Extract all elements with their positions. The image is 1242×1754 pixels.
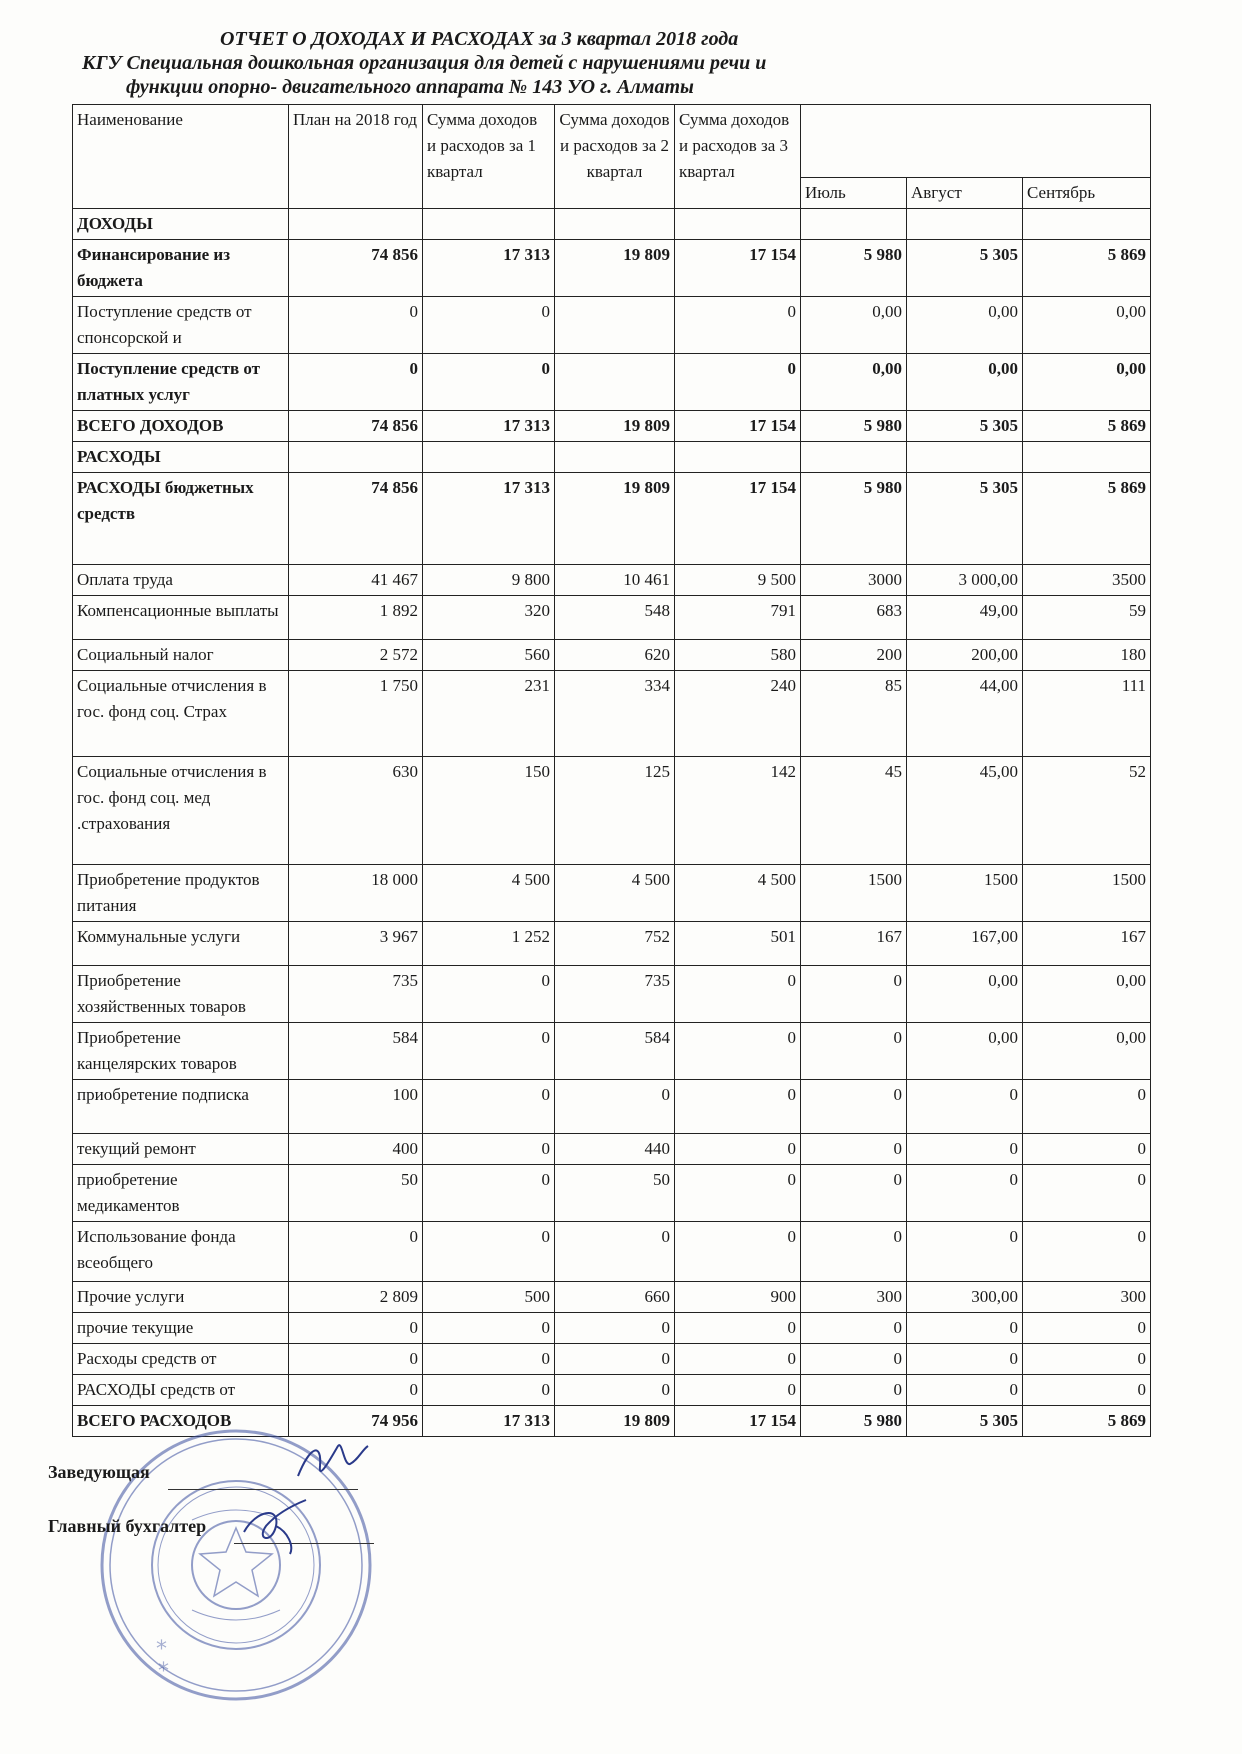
row-value: 0 xyxy=(675,1313,801,1344)
row-value xyxy=(675,209,801,240)
row-value: 0 xyxy=(555,1313,675,1344)
row-value: 735 xyxy=(555,966,675,1023)
row-value: 17 154 xyxy=(675,240,801,297)
row-value: 0 xyxy=(289,1344,423,1375)
row-name: Социальные отчисления в гос. фонд соц. Страх xyxy=(73,671,289,757)
row-name: Приобретение канцелярских товаров xyxy=(73,1023,289,1080)
row-value: 400 xyxy=(289,1134,423,1165)
row-value: 17 154 xyxy=(675,473,801,565)
row-value: 19 809 xyxy=(555,473,675,565)
row-value: 0 xyxy=(801,1375,907,1406)
row-value xyxy=(1023,209,1151,240)
header-month-july: Июль xyxy=(801,178,907,209)
row-value: 17 313 xyxy=(423,240,555,297)
row-value: 0 xyxy=(675,1134,801,1165)
row-value xyxy=(555,209,675,240)
row-value: 200,00 xyxy=(907,640,1023,671)
table-row xyxy=(73,240,1151,297)
row-value: 0 xyxy=(289,297,423,354)
row-value: 0,00 xyxy=(801,297,907,354)
row-value: 300,00 xyxy=(907,1282,1023,1313)
handwritten-signature-accountant xyxy=(236,1496,326,1556)
row-value: 0 xyxy=(1023,1222,1151,1282)
row-value: 50 xyxy=(555,1165,675,1222)
header-name: Наименование xyxy=(73,105,289,209)
row-value: 5 980 xyxy=(801,1406,907,1437)
row-value xyxy=(555,442,675,473)
table-row xyxy=(73,1080,1151,1134)
row-value: 19 809 xyxy=(555,1406,675,1437)
row-value: 320 xyxy=(423,596,555,640)
row-value: 3 967 xyxy=(289,922,423,966)
row-value: 0 xyxy=(907,1165,1023,1222)
row-value: 0 xyxy=(801,1344,907,1375)
row-value: 0,00 xyxy=(801,354,907,411)
row-value: 74 956 xyxy=(289,1406,423,1437)
row-value: 0,00 xyxy=(1023,297,1151,354)
row-value: 0,00 xyxy=(907,1023,1023,1080)
row-value: 0 xyxy=(675,1023,801,1080)
row-value: 0 xyxy=(1023,1080,1151,1134)
table-row xyxy=(73,442,1151,473)
row-value: 620 xyxy=(555,640,675,671)
row-value: 300 xyxy=(1023,1282,1151,1313)
row-value: 0 xyxy=(675,1375,801,1406)
row-name: РАСХОДЫ бюджетных средств xyxy=(73,473,289,565)
row-value: 0,00 xyxy=(1023,354,1151,411)
table-row xyxy=(73,865,1151,922)
row-value: 5 305 xyxy=(907,473,1023,565)
row-value xyxy=(675,442,801,473)
row-value: 52 xyxy=(1023,757,1151,865)
row-value: 0 xyxy=(801,966,907,1023)
organization-name-continued: функции опорно- двигательного аппарата № 143 УО г. Алматы xyxy=(126,76,694,98)
row-name: приобретение медикаментов xyxy=(73,1165,289,1222)
row-value: 59 xyxy=(1023,596,1151,640)
table-row xyxy=(73,1375,1151,1406)
row-value: 735 xyxy=(289,966,423,1023)
table-row xyxy=(73,297,1151,354)
row-value: 0 xyxy=(423,1375,555,1406)
table-row xyxy=(73,411,1151,442)
header-q1: Сумма доходов и расходов за 1 квартал xyxy=(423,105,555,209)
row-value: 3 000,00 xyxy=(907,565,1023,596)
row-value xyxy=(289,442,423,473)
row-value xyxy=(423,209,555,240)
table-row xyxy=(73,640,1151,671)
row-name: Расходы средств от xyxy=(73,1344,289,1375)
row-value: 125 xyxy=(555,757,675,865)
row-name: Компенсационные выплаты xyxy=(73,596,289,640)
row-value: 167 xyxy=(801,922,907,966)
row-value: 150 xyxy=(423,757,555,865)
signature-label-accountant: Главный бухгалтер xyxy=(48,1516,207,1536)
row-name: Приобретение продуктов питания xyxy=(73,865,289,922)
row-value: 19 809 xyxy=(555,240,675,297)
row-name: Финансирование из бюджета xyxy=(73,240,289,297)
row-value: 0 xyxy=(801,1222,907,1282)
row-value: 0 xyxy=(675,1344,801,1375)
row-name: ВСЕГО РАСХОДОВ xyxy=(73,1406,289,1437)
header-plan: План на 2018 год xyxy=(289,105,423,209)
row-value: 0 xyxy=(423,1165,555,1222)
table-row xyxy=(73,209,1151,240)
row-value: 0 xyxy=(801,1134,907,1165)
row-value: 5 305 xyxy=(907,411,1023,442)
row-value: 0 xyxy=(1023,1375,1151,1406)
svg-text:*: * xyxy=(156,1637,167,1662)
handwritten-signature-head xyxy=(292,1436,372,1490)
row-value: 0 xyxy=(555,1080,675,1134)
row-value: 74 856 xyxy=(289,411,423,442)
row-value: 0 xyxy=(423,297,555,354)
row-value: 0 xyxy=(907,1222,1023,1282)
row-name: Оплата труда xyxy=(73,565,289,596)
row-name: Поступление средств от спонсорской и xyxy=(73,297,289,354)
row-name: Социальный налог xyxy=(73,640,289,671)
row-value: 0 xyxy=(289,1222,423,1282)
row-value: 9 800 xyxy=(423,565,555,596)
row-value: 0 xyxy=(423,966,555,1023)
row-value: 142 xyxy=(675,757,801,865)
row-name: Социальные отчисления в гос. фонд соц. мед .страхования xyxy=(73,757,289,865)
row-value: 18 000 xyxy=(289,865,423,922)
row-value xyxy=(907,442,1023,473)
row-value: 584 xyxy=(289,1023,423,1080)
row-value: 0 xyxy=(801,1023,907,1080)
table-row xyxy=(73,1344,1151,1375)
row-value: 200 xyxy=(801,640,907,671)
row-value: 240 xyxy=(675,671,801,757)
row-value: 44,00 xyxy=(907,671,1023,757)
row-value: 334 xyxy=(555,671,675,757)
row-value: 5 305 xyxy=(907,240,1023,297)
row-value: 10 461 xyxy=(555,565,675,596)
row-value: 0,00 xyxy=(1023,966,1151,1023)
row-name: РАСХОДЫ xyxy=(73,442,289,473)
row-value: 0 xyxy=(555,1222,675,1282)
row-value: 4 500 xyxy=(555,865,675,922)
row-name: Поступление средств от платных услуг xyxy=(73,354,289,411)
row-value: 300 xyxy=(801,1282,907,1313)
table-row xyxy=(73,473,1151,565)
row-value: 74 856 xyxy=(289,473,423,565)
row-value: 0 xyxy=(907,1134,1023,1165)
header-months-group xyxy=(801,105,1151,178)
row-value: 0 xyxy=(675,1080,801,1134)
row-value: 0 xyxy=(675,966,801,1023)
row-value: 180 xyxy=(1023,640,1151,671)
row-value: 0 xyxy=(675,1222,801,1282)
svg-text:*: * xyxy=(158,1659,169,1684)
row-value: 2 809 xyxy=(289,1282,423,1313)
row-value: 0 xyxy=(675,297,801,354)
table-row xyxy=(73,596,1151,640)
row-value xyxy=(1023,442,1151,473)
row-value: 1500 xyxy=(1023,865,1151,922)
row-value: 5 869 xyxy=(1023,240,1151,297)
row-value: 100 xyxy=(289,1080,423,1134)
row-name: РАСХОДЫ средств от xyxy=(73,1375,289,1406)
header-month-september: Сентябрь xyxy=(1023,178,1151,209)
row-name: приобретение подписка xyxy=(73,1080,289,1134)
row-value: 900 xyxy=(675,1282,801,1313)
row-value: 0 xyxy=(289,1313,423,1344)
row-value: 1 892 xyxy=(289,596,423,640)
table-row xyxy=(73,1023,1151,1080)
row-value: 2 572 xyxy=(289,640,423,671)
row-value: 0,00 xyxy=(907,354,1023,411)
row-value: 0 xyxy=(423,1313,555,1344)
row-value: 1 750 xyxy=(289,671,423,757)
row-value: 660 xyxy=(555,1282,675,1313)
row-value: 0 xyxy=(1023,1313,1151,1344)
row-value: 683 xyxy=(801,596,907,640)
row-value: 1500 xyxy=(801,865,907,922)
row-value: 111 xyxy=(1023,671,1151,757)
row-value: 3500 xyxy=(1023,565,1151,596)
row-value: 49,00 xyxy=(907,596,1023,640)
row-value: 0,00 xyxy=(1023,1023,1151,1080)
row-value: 0 xyxy=(423,1222,555,1282)
row-value: 0 xyxy=(1023,1165,1151,1222)
row-value: 560 xyxy=(423,640,555,671)
signature-label-head: Заведующая xyxy=(48,1462,150,1482)
row-value: 5 305 xyxy=(907,1406,1023,1437)
row-value: 0 xyxy=(1023,1344,1151,1375)
table-row xyxy=(73,757,1151,865)
row-value: 0 xyxy=(423,1023,555,1080)
row-value: 50 xyxy=(289,1165,423,1222)
row-value: 0 xyxy=(289,354,423,411)
row-value: 0 xyxy=(675,354,801,411)
row-value: 584 xyxy=(555,1023,675,1080)
row-value xyxy=(801,442,907,473)
report-title: ОТЧЕТ О ДОХОДАХ И РАСХОДАХ за 3 квартал 2018 года xyxy=(220,28,739,50)
table-row xyxy=(73,1222,1151,1282)
row-name: Коммунальные услуги xyxy=(73,922,289,966)
row-value: 5 869 xyxy=(1023,1406,1151,1437)
income-expense-table xyxy=(72,104,1151,1437)
row-value: 167,00 xyxy=(907,922,1023,966)
row-name: ДОХОДЫ xyxy=(73,209,289,240)
row-value: 0 xyxy=(675,1165,801,1222)
row-value: 1500 xyxy=(907,865,1023,922)
row-value: 0 xyxy=(423,354,555,411)
table-row xyxy=(73,1282,1151,1313)
row-value: 17 313 xyxy=(423,1406,555,1437)
row-value: 85 xyxy=(801,671,907,757)
row-value: 3000 xyxy=(801,565,907,596)
table-row xyxy=(73,1134,1151,1165)
row-value: 17 154 xyxy=(675,411,801,442)
row-value xyxy=(423,442,555,473)
row-value: 500 xyxy=(423,1282,555,1313)
row-value: 9 500 xyxy=(675,565,801,596)
row-value: 0 xyxy=(907,1313,1023,1344)
row-value: 19 809 xyxy=(555,411,675,442)
row-value: 17 313 xyxy=(423,411,555,442)
row-value: 0 xyxy=(555,1375,675,1406)
table-row xyxy=(73,966,1151,1023)
row-value: 0 xyxy=(801,1080,907,1134)
row-value: 5 980 xyxy=(801,240,907,297)
row-value: 45,00 xyxy=(907,757,1023,865)
row-value: 0 xyxy=(907,1080,1023,1134)
row-value: 440 xyxy=(555,1134,675,1165)
row-value: 167 xyxy=(1023,922,1151,966)
row-name: текущий ремонт xyxy=(73,1134,289,1165)
header-q2: Сумма доходов и расходов за 2 квартал xyxy=(555,105,675,209)
row-value xyxy=(555,354,675,411)
row-value: 4 500 xyxy=(675,865,801,922)
row-value: 5 980 xyxy=(801,473,907,565)
table-row xyxy=(73,922,1151,966)
row-value: 0 xyxy=(907,1344,1023,1375)
table-row xyxy=(73,671,1151,757)
row-value: 5 869 xyxy=(1023,473,1151,565)
organization-name: КГУ Специальная дошкольная организация для детей с нарушениями речи и xyxy=(82,52,767,74)
row-value: 74 856 xyxy=(289,240,423,297)
row-value: 0 xyxy=(423,1344,555,1375)
row-value: 4 500 xyxy=(423,865,555,922)
row-value: 752 xyxy=(555,922,675,966)
row-value: 231 xyxy=(423,671,555,757)
header-row-top xyxy=(73,105,1151,178)
row-value xyxy=(801,209,907,240)
row-name: Приобретение хозяйственных товаров xyxy=(73,966,289,1023)
table-row xyxy=(73,1165,1151,1222)
row-value xyxy=(555,297,675,354)
row-value: 0 xyxy=(289,1375,423,1406)
row-value: 17 154 xyxy=(675,1406,801,1437)
row-value: 0 xyxy=(801,1313,907,1344)
row-value: 0 xyxy=(1023,1134,1151,1165)
row-name: Прочие услуги xyxy=(73,1282,289,1313)
row-value: 0 xyxy=(423,1134,555,1165)
row-value xyxy=(907,209,1023,240)
row-value: 791 xyxy=(675,596,801,640)
row-name: прочие текущие xyxy=(73,1313,289,1344)
header-q3: Сумма доходов и расходов за 3 квартал xyxy=(675,105,801,209)
row-value: 0 xyxy=(907,1375,1023,1406)
table-row xyxy=(73,565,1151,596)
row-value: 45 xyxy=(801,757,907,865)
row-value: 1 252 xyxy=(423,922,555,966)
row-value: 0 xyxy=(801,1165,907,1222)
header-month-august: Август xyxy=(907,178,1023,209)
table-row xyxy=(73,354,1151,411)
row-value: 580 xyxy=(675,640,801,671)
row-value: 0,00 xyxy=(907,966,1023,1023)
row-value: 0,00 xyxy=(907,297,1023,354)
row-value xyxy=(289,209,423,240)
row-value: 17 313 xyxy=(423,473,555,565)
table-row xyxy=(73,1313,1151,1344)
row-value: 5 869 xyxy=(1023,411,1151,442)
row-name: Использование фонда всеобщего xyxy=(73,1222,289,1282)
table-body xyxy=(73,209,1151,1437)
row-value: 501 xyxy=(675,922,801,966)
row-value: 0 xyxy=(423,1080,555,1134)
row-value: 630 xyxy=(289,757,423,865)
row-value: 41 467 xyxy=(289,565,423,596)
row-name: ВСЕГО ДОХОДОВ xyxy=(73,411,289,442)
row-value: 548 xyxy=(555,596,675,640)
row-value: 5 980 xyxy=(801,411,907,442)
row-value: 0 xyxy=(555,1344,675,1375)
